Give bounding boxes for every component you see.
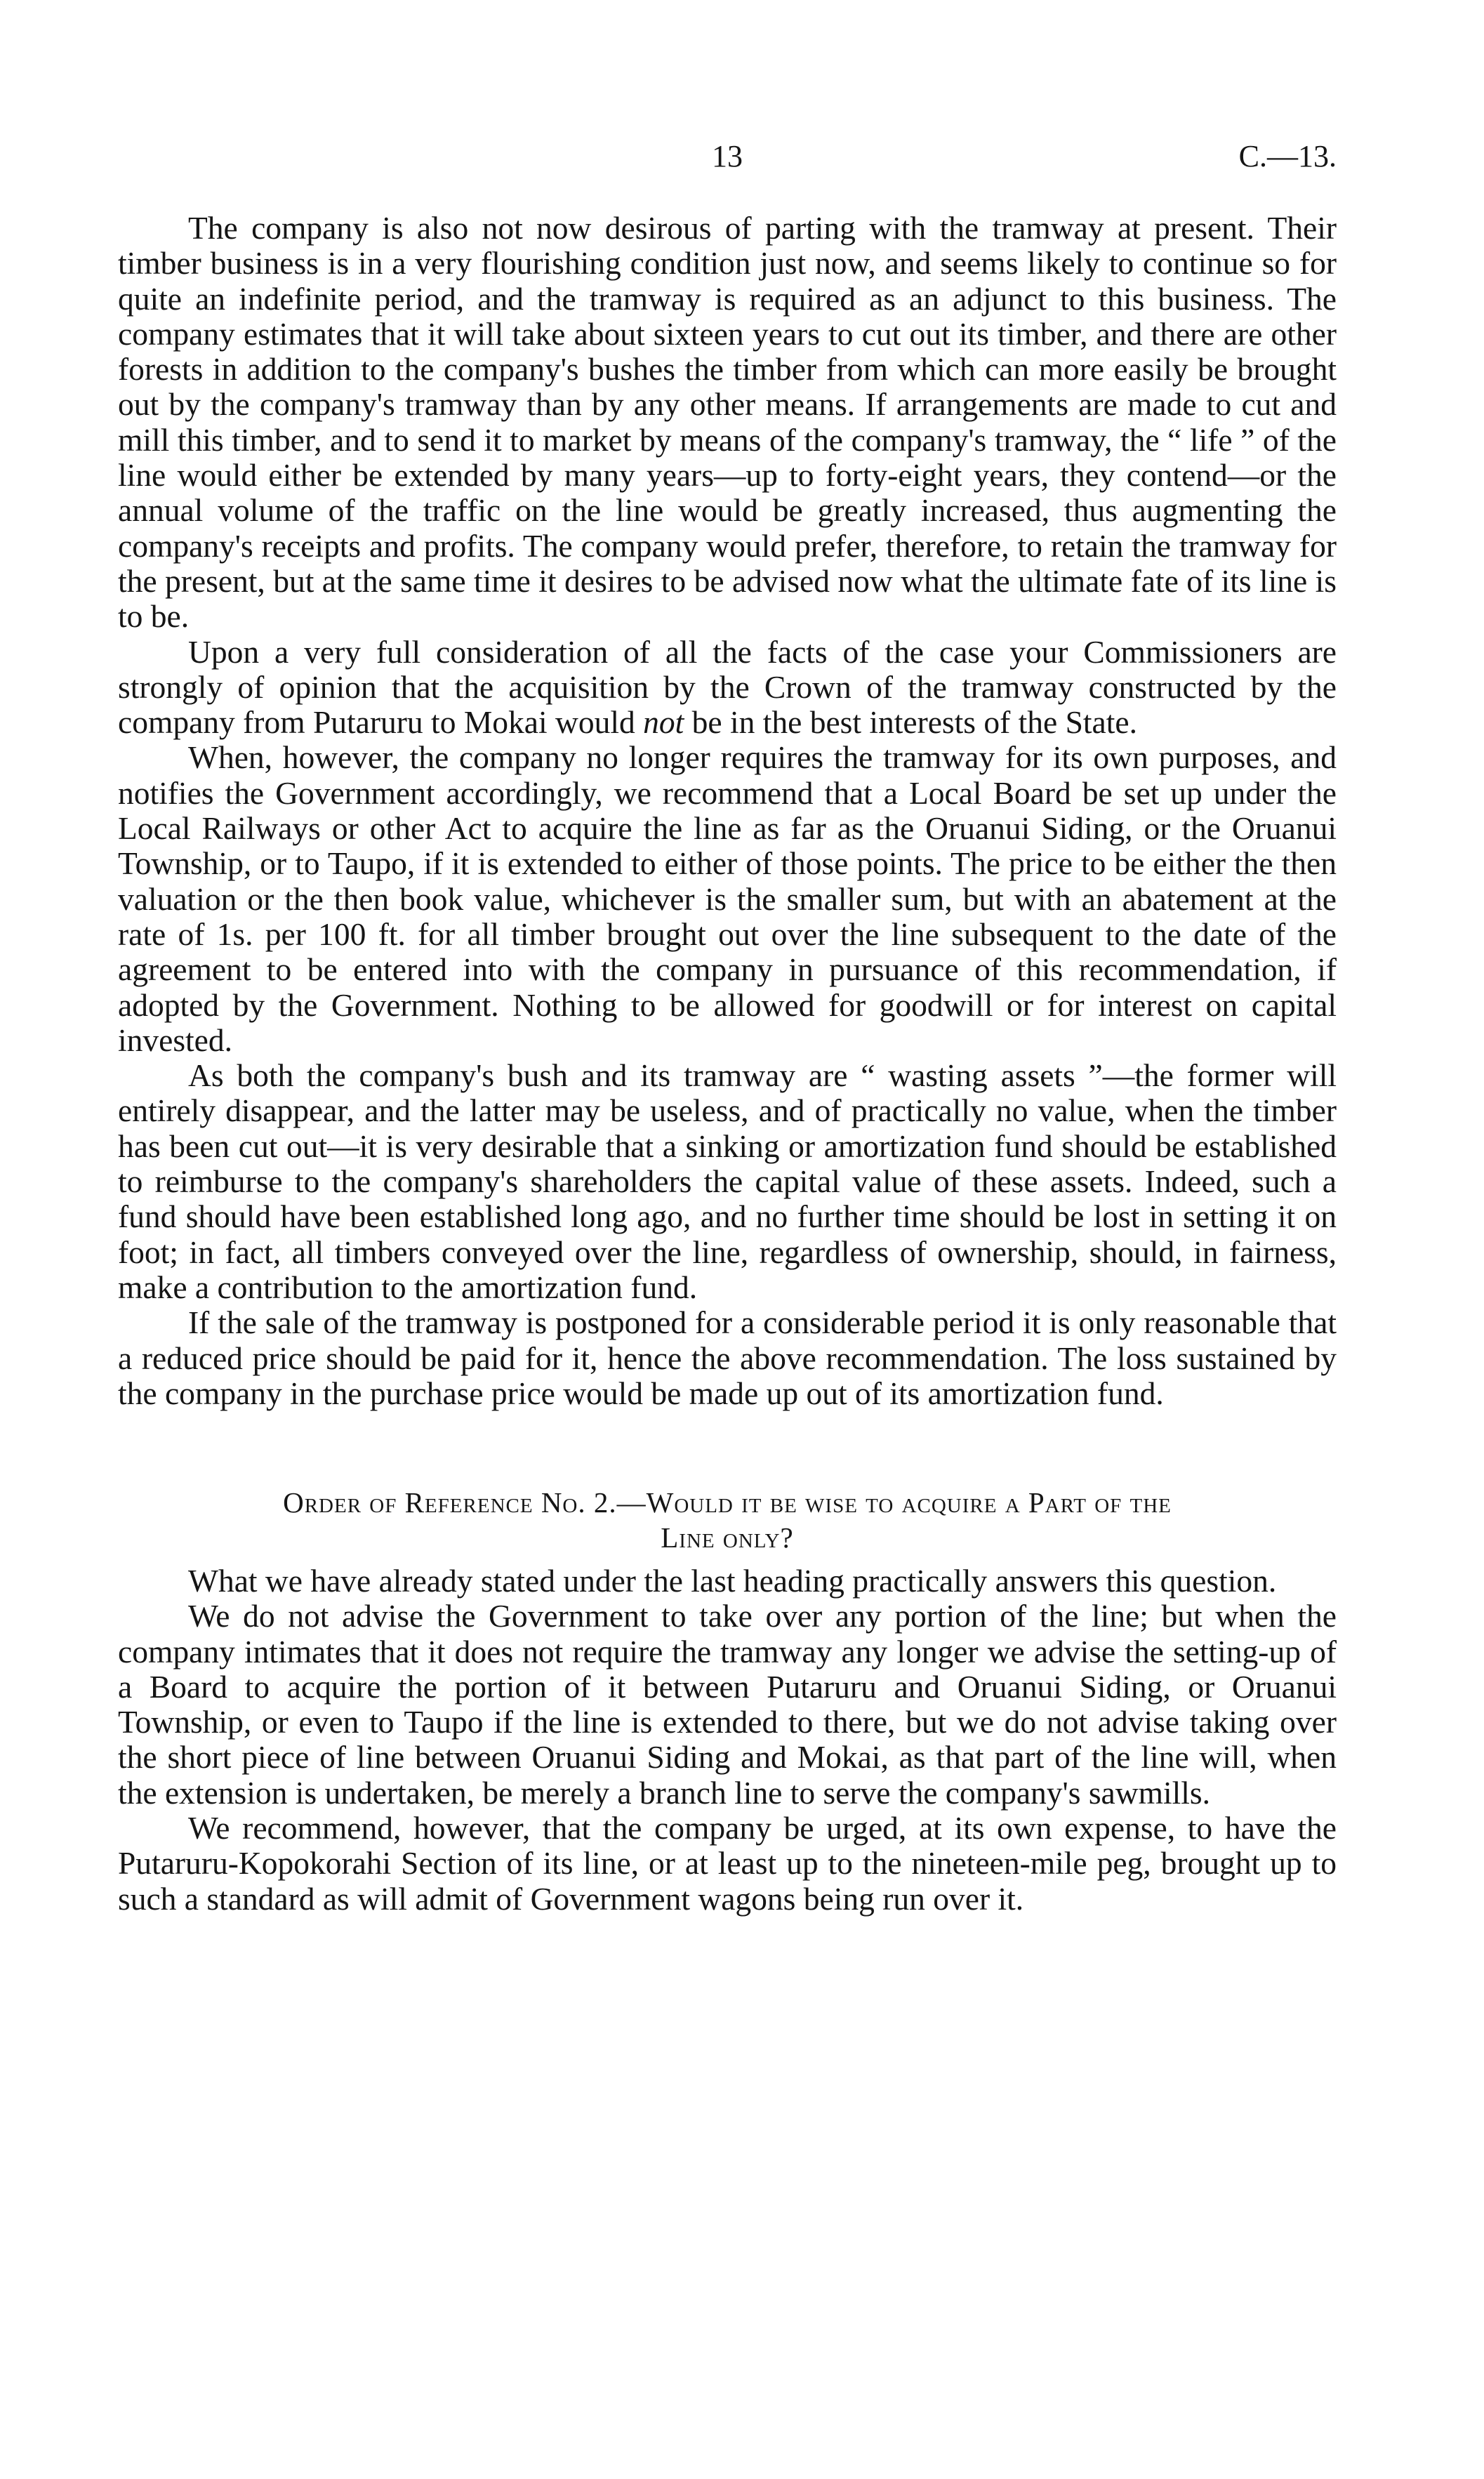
section-2-body xyxy=(118,1564,1337,1917)
emphasis-text: not xyxy=(643,704,684,741)
page-header xyxy=(118,139,1337,174)
paragraph: What we have already stated under the last heading practically answers this question. xyxy=(188,1563,1277,1599)
heading-line: Line only? xyxy=(661,1521,794,1554)
paragraph xyxy=(118,635,1337,741)
section-1-body xyxy=(118,211,1337,1411)
section-2-heading xyxy=(118,1485,1337,1555)
page-number: 13 xyxy=(712,139,743,173)
paragraph: If the sale of the tramway is postponed for a considerable period it is only reasonable that a reduced price should be paid for it, hence the above recommendation. The loss sustained by the company in the purchase price would be made up out of its amortization fund. xyxy=(118,1304,1337,1411)
paragraph: The company is also not now desirous of parting with the tramway at present. Their timber business is in a very flourishing condition just now, and seems likely to continue so for quite an indefinite period, and the tramway is required as an adjunct to this business. The company estimates that it will take about sixteen years to cut out its timber, and there are other forests in addition to the company's bushes the timber from which can more easily be brought out by the company's tramway than by any other means. If arrangements are made to cut and mill this timber, and to send it to market by means of the company's tramway, the “ life ” of the line would either be extended by many years—up to forty-eight years, they contend—or the annual volume of the traffic on the line would be greatly increased, thus augmenting the company's receipts and profits. The company would prefer, therefore, to retain the tramway for the present, but at the same time it desires to be advised now what the ultimate fate of its line is to be. xyxy=(118,210,1337,635)
paragraph: When, however, the company no longer requires the tramway for its own purposes, and notifies the Government accordingly, we recommend that a Local Board be set up under the Local Railways or other Act to acquire the line as far as the Oruanui Siding, or the Oruanui Township, or to Taupo, if it is extended to either of those points. The price to be either the then valuation or the then book value, whichever is the smaller sum, but with an abatement at the rate of 1s. per 100 ft. for all timber brought out over the line subsequent to the date of the agreement to be entered into with the company in pursuance of this recommendation, if adopted by the Government. Nothing to be allowed for goodwill or for interest on capital invested. xyxy=(118,739,1337,1058)
paragraph: We do not advise the Government to take over any portion of the line; but when the company intimates that it does not require the tramway any longer we advise the setting-up of a Board to acquire the portion of it between Putaruru and Oruanui Siding, or Oruanui Township, or even to Taupo if the line is extended to there, but we do not advise taking over the short piece of line between Oruanui Siding and Mokai, as that part of the line will, when the extension is undertaken, be merely a branch line to serve the company's sawmills. xyxy=(118,1598,1337,1811)
paragraph-text: be in the best interests of the State. xyxy=(684,704,1137,741)
heading-line: Order of Reference No. 2.—Would it be wise to acquire a Part of the xyxy=(283,1486,1172,1519)
paragraph: We recommend, however, that the company be urged, at its own expense, to have the Putaruru-Kopokorahi Section of its line, or at least up to the nineteen-mile peg, brought up to such a standard as will admit of Government wagons being run over it. xyxy=(118,1810,1337,1917)
document-reference: C.—13. xyxy=(1238,139,1337,173)
paragraph-text: Upon a very full consideration of all the facts of the case your Commissioners are strongly of opinion that the acquisition by the Crown of the tramway constructed by the company from Putaruru to Mokai would xyxy=(118,633,1337,741)
paragraph: As both the company's bush and its tramway are “ wasting assets ”—the former will entirely disappear, and the latter may be useless, and of practically no value, when the timber has been cut out—it is very desirable that a sinking or amortization fund should be established to reimburse to the company's shareholders the capital value of these assets. Indeed, such a fund should have been established long ago, and no further time should be lost in setting it on foot; in fact, all timbers conveyed over the line, regardless of ownership, should, in fairness, make a contribution to the amortization fund. xyxy=(118,1057,1337,1305)
